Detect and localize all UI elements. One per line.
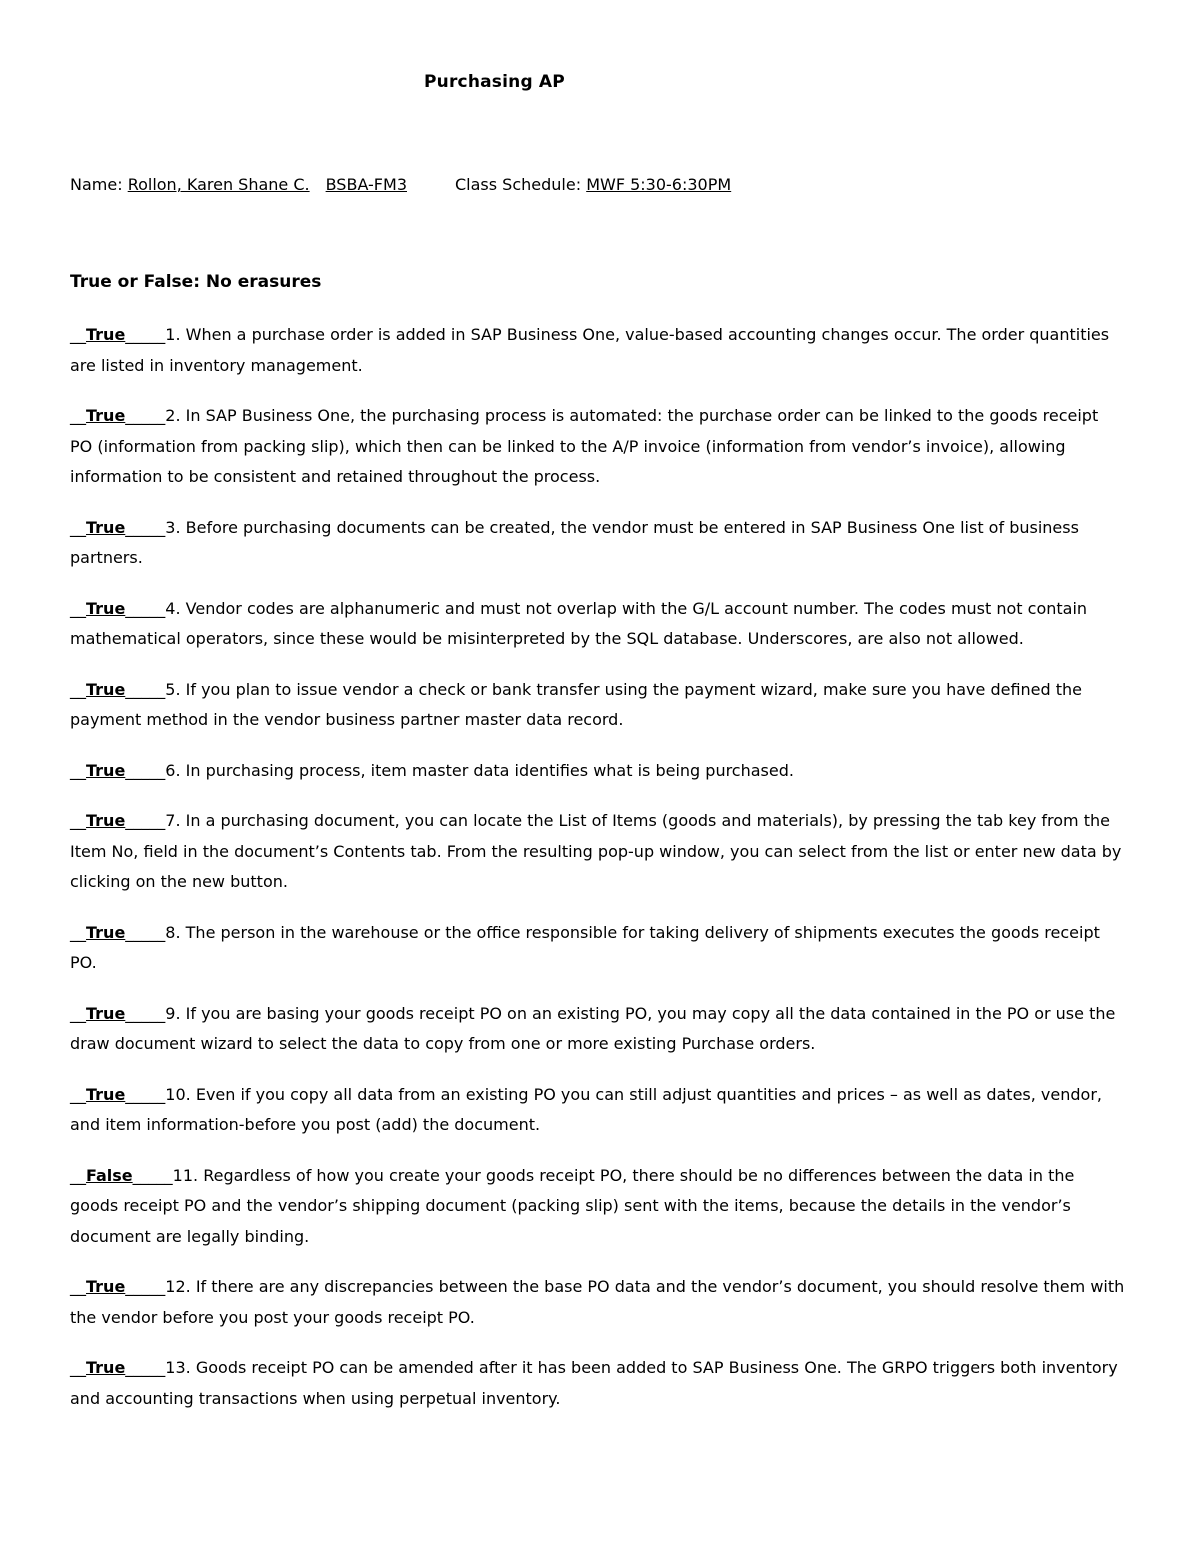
question-text: The person in the warehouse or the office responsible for taking delivery of shipments executes the goods receipt PO. [70,922,1100,972]
answer-value: True [86,811,126,830]
question-item: __True_____9. If you are basing your goods receipt PO on an existing PO, you may copy all the data contained in the PO or use the draw document wizard to select the data to copy from one or more existing Purchase orders. [70,1003,1116,1053]
question-number: 2. [165,406,181,425]
question-item: __True_____10. Even if you copy all data from an existing PO you can still adjust quantities and prices – as well as dates, vendor, and item information-before you post (add) the document. [70,1084,1102,1134]
question-text: In SAP Business One, the purchasing process is automated: the purchase order can be linked to the goods receipt PO (information from packing slip), which then can be linked to the A/P invoice (information from vendor’s invoice), allowing information to be consistent and retained throughout the process. [70,406,1099,486]
question-number: 6. [165,760,181,780]
question-text: If you plan to issue vendor a check or bank transfer using the payment wizard, make sure you have defined the payment method in the vendor business partner master data record. [70,679,1083,729]
question-text: Regardless of how you create your goods receipt PO, there should be no differences between the data in the goods receipt PO and the vendor’s shipping document (packing slip) sent with the items, because the details in the vendor’s document are legally binding. [70,1165,1075,1246]
answer-value: False [86,1165,133,1185]
question-text: If there are any discrepancies between the base PO data and the vendor’s document, you should resolve them with the vendor before you post your goods receipt PO. [70,1277,1125,1327]
question-number: 5. [165,679,181,699]
question-list [70,320,1125,1434]
question-text: When a purchase order is added in SAP Business One, value-based accounting changes occur. The order quantities are listed in inventory management. [70,325,1110,375]
answer-value: True [86,517,126,537]
question-item: __True_____12. If there are any discrepancies between the base PO data and the vendor’s document, you should resolve them with the vendor before you post your goods receipt PO. [70,1277,1125,1327]
question-item: __True_____1. When a purchase order is added in SAP Business One, value-based accounting changes occur. The order quantities are listed in inventory management. [70,325,1110,375]
question-text: Before purchasing documents can be created, the vendor must be entered in SAP Business One list of business partners. [70,517,1079,567]
student-name-value: Rollon, Karen Shane C. BSBA-FM3 [127,175,407,194]
answer-value: True [86,1277,126,1296]
question-text: Goods receipt PO can be amended after it has been added to SAP Business One. The GRPO triggers both inventory and accounting transactions when using perpetual inventory. [70,1358,1118,1408]
schedule-label: Class Schedule: [455,175,582,194]
answer-value: True [86,1084,126,1104]
question-text: Even if you copy all data from an existing PO you can still adjust quantities and prices – as well as dates, vendor, and item information-before you post (add) the document. [70,1084,1102,1134]
question-number: 4. [165,598,181,618]
question-item: __True_____2. In SAP Business One, the purchasing process is automated: the purchase order can be linked to the goods receipt PO (information from packing slip), which then can be linked to the A/P invoice (information from vendor’s invoice), allowing information to be consistent and retained throughout the process. [70,406,1099,486]
question-text: In purchasing process, item master data identifies what is being purchased. [180,760,794,780]
question-number: 3. [165,517,181,537]
question-number: 12. [165,1277,191,1296]
answer-value: True [86,1358,126,1377]
question-item: __True_____13. Goods receipt PO can be amended after it has been added to SAP Business One. The GRPO triggers both inventory and accounting transactions when using perpetual inventory. [70,1358,1118,1408]
answer-value: True [86,922,126,942]
name-label: Name: [70,175,123,194]
schedule-value: MWF 5:30-6:30PM [586,175,732,194]
question-item: __True_____3. Before purchasing documents can be created, the vendor must be entered in SAP Business One list of business partners. [70,517,1079,567]
answer-value: True [86,598,126,618]
question-number: 10. [165,1084,191,1104]
question-number: 13. [165,1358,191,1377]
course-value: BSBA-FM3 [325,175,407,194]
question-item: __True_____4. Vendor codes are alphanumeric and must not overlap with the G/L account number. The codes must not contain mathematical operators, since these would be misinterpreted by the SQL database. Underscores, are also not allowed. [70,598,1088,648]
section-heading: True or False: No erasures [70,272,322,292]
question-number: 11. [172,1165,199,1185]
answer-value: True [86,325,126,344]
question-number: 7. [165,811,181,830]
answer-value: True [86,679,126,699]
question-text: If you are basing your goods receipt PO on an existing PO, you may copy all the data contained in the PO or use the draw document wizard to select the data to copy from one or more existing Purchase orders. [70,1003,1116,1053]
question-item: __True_____6. In purchasing process, item master data identifies what is being purchased. [70,760,794,780]
question-number: 1. [165,325,181,344]
student-info-line [70,175,731,194]
question-item: __False_____11. Regardless of how you create your goods receipt PO, there should be no differences between the data in the goods receipt PO and the vendor’s shipping document (packing slip) sent with the items, because the details in the vendor’s document are legally binding. [70,1165,1075,1246]
question-text: Vendor codes are alphanumeric and must not overlap with the G/L account number. The codes must not contain mathematical operators, since these would be misinterpreted by the SQL database. Underscores, are also not allowed. [70,598,1088,648]
question-item: __True_____7. In a purchasing document, you can locate the List of Items (goods and materials), by pressing the tab key from the Item No, field in the document’s Contents tab. From the resulting pop-up window, you can select from the list or enter new data by clicking on the new button. [70,811,1122,891]
answer-value: True [86,1003,126,1023]
answer-value: True [86,406,126,425]
question-item: __True_____8. The person in the warehouse or the office responsible for taking delivery of shipments executes the goods receipt PO. [70,922,1100,972]
question-number: 9. [165,1003,181,1023]
question-text: In a purchasing document, you can locate the List of Items (goods and materials), by pressing the tab key from the Item No, field in the document’s Contents tab. From the resulting pop-up window, you can select from the list or enter new data by clicking on the new button. [70,811,1122,891]
answer-value: True [86,760,126,780]
question-number: 8. [165,922,181,942]
question-item: __True_____5. If you plan to issue vendor a check or bank transfer using the payment wizard, make sure you have defined the payment method in the vendor business partner master data record. [70,679,1083,729]
page-title: Purchasing AP [424,72,565,92]
